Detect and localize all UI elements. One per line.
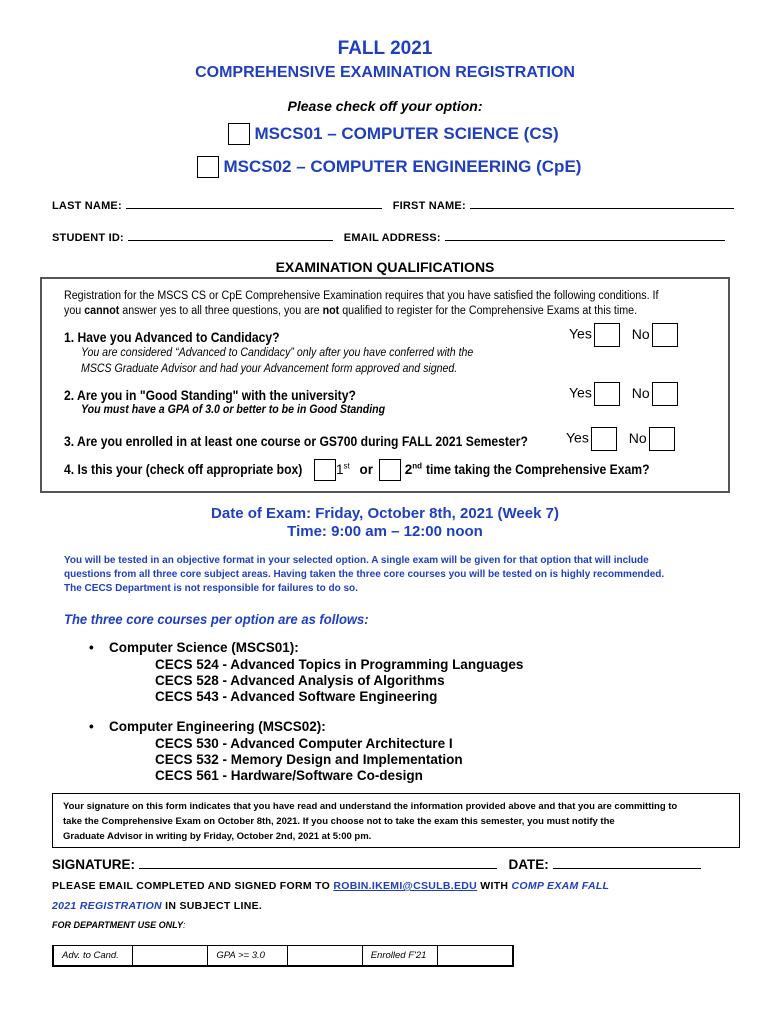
no-label: No — [628, 429, 647, 446]
exam-date: Date of Exam: Friday, October 8th, 2021 (Week 7) — [211, 505, 559, 522]
department-label-colon: : — [183, 920, 186, 930]
question-1-note-1: You are considered “Advanced to Candidacy” only after you have conferred with the — [81, 347, 474, 359]
intro-line-2 — [64, 304, 678, 319]
q1-no-checkbox[interactable] — [652, 323, 678, 347]
q2-yes-checkbox[interactable] — [594, 382, 620, 406]
department-label-text: FOR DEPARTMENT USE ONLY — [52, 920, 184, 930]
id-row — [52, 228, 725, 246]
department-use-label — [52, 920, 186, 930]
cs-bullet: • — [89, 640, 94, 655]
question-2: 2. Are you in "Good Standing" with the university? — [64, 388, 356, 403]
ce-course-1: CECS 530 - Advanced Computer Architecture I — [155, 736, 453, 751]
signature-label: SIGNATURE: — [52, 857, 135, 872]
enrolled-value-cell[interactable] — [437, 946, 513, 967]
option-ce-checkbox[interactable] — [197, 156, 219, 178]
option-instruction: Please check off your option: — [287, 98, 483, 114]
second-suffix: nd — [412, 461, 423, 471]
question-1-note-2: MSCS Graduate Advisor and had your Advancement form approved and signed. — [81, 363, 458, 375]
signature-field[interactable] — [139, 868, 497, 869]
cs-course-1: CECS 524 - Advanced Topics in Programming Languages — [155, 657, 524, 672]
yes-label: Yes — [569, 384, 592, 401]
gpa-value-cell[interactable] — [287, 946, 362, 967]
option-ce-label: MSCS02 – COMPUTER ENGINEERING (CpE) — [223, 157, 582, 176]
notice-line-1: You will be tested in an objective format in your selected option. A single exam will be given for that option that will include — [64, 555, 649, 566]
or-label: or — [359, 461, 374, 477]
option-cs[interactable] — [228, 123, 559, 145]
yes-label: Yes — [569, 325, 592, 342]
email-instruction-line-2 — [52, 900, 262, 912]
email-link[interactable]: ROBIN.IKEMI@CSULB.EDU — [333, 880, 478, 892]
cs-course-list — [155, 657, 523, 705]
intro-text: answer yes to all three questions, you are — [119, 305, 323, 317]
intro-line-1: Registration for the MSCS CS or CpE Comprehensive Examination requires that you have satisfied the following conditions. If — [64, 290, 659, 302]
last-name-field[interactable] — [126, 208, 382, 209]
first-suffix: st — [343, 461, 350, 471]
question-2-note: You must have a GPA of 3.0 or better to be in Good Standing — [81, 404, 386, 416]
email-instruction-text: IN SUBJECT LINE. — [161, 900, 263, 912]
first-number: 1 — [336, 461, 344, 477]
q3-no-checkbox[interactable] — [649, 427, 675, 451]
first-name-field[interactable] — [470, 208, 734, 209]
enrolled-cell: Enrolled F'21 — [362, 946, 437, 967]
gpa-cell: GPA >= 3.0 — [208, 946, 287, 967]
q1-yes-checkbox[interactable] — [594, 323, 620, 347]
first-time-label — [336, 462, 350, 477]
student-id-field[interactable] — [128, 240, 333, 241]
department-row — [53, 946, 513, 967]
email-instruction-text: PLEASE EMAIL COMPLETED AND SIGNED FORM TO — [52, 880, 334, 892]
student-id-label: STUDENT ID: — [52, 232, 124, 244]
ce-bullet: • — [89, 719, 94, 734]
last-name-label: LAST NAME: — [52, 200, 122, 212]
date-label: DATE: — [508, 857, 549, 872]
date-field[interactable] — [553, 868, 701, 869]
exam-notice — [64, 554, 664, 596]
question-3-answers — [566, 427, 675, 451]
yes-label: Yes — [566, 429, 589, 446]
q2-no-checkbox[interactable] — [652, 382, 678, 406]
name-row — [52, 196, 734, 214]
notice-line-3: The CECS Department is not responsible for failures to do so. — [64, 583, 358, 594]
department-table — [52, 945, 514, 967]
question-4-text: 4. Is this your (check off appropriate box) — [64, 461, 303, 477]
adv-cand-value-cell[interactable] — [133, 946, 208, 967]
ce-course-2: CECS 532 - Memory Design and Implementation — [155, 752, 463, 767]
email-label: EMAIL ADDRESS: — [343, 232, 441, 244]
adv-cand-cell: Adv. to Cand. — [53, 946, 133, 967]
commitment-box — [52, 793, 740, 848]
email-subject-part-1: COMP EXAM FALL — [511, 880, 610, 892]
form-title: FALL 2021 — [337, 38, 433, 59]
question-2-answers — [569, 382, 678, 406]
second-number: 2 — [404, 461, 413, 477]
no-label: No — [631, 325, 650, 342]
second-time-checkbox[interactable] — [379, 459, 401, 481]
intro-bold-not: not — [322, 305, 340, 317]
qualifications-intro — [64, 289, 724, 319]
email-instruction — [52, 880, 609, 892]
form-subtitle: COMPREHENSIVE EXAMINATION REGISTRATION — [195, 64, 575, 81]
email-field[interactable] — [445, 240, 725, 241]
option-cs-label: MSCS01 – COMPUTER SCIENCE (CS) — [254, 124, 559, 143]
question-4 — [64, 459, 674, 481]
qualifications-heading: EXAMINATION QUALIFICATIONS — [275, 259, 495, 275]
intro-text: you — [64, 305, 85, 317]
second-time-label — [405, 462, 422, 477]
option-cs-checkbox[interactable] — [228, 123, 250, 145]
option-ce[interactable] — [197, 156, 581, 178]
cs-title: Computer Science (MSCS01): — [109, 640, 299, 655]
exam-time: Time: 9:00 am – 12:00 noon — [287, 523, 483, 540]
intro-bold-cannot: cannot — [84, 305, 120, 317]
notice-line-2: questions from all three core subject areas. Having taken the three core courses you will be tested on is highly recommended. — [64, 569, 665, 580]
signature-row — [52, 857, 701, 872]
question-4-end: time taking the Comprehensive Exam? — [425, 461, 650, 477]
ce-course-3: CECS 561 - Hardware/Software Co-design — [155, 768, 423, 783]
ce-course-list — [155, 736, 463, 784]
ce-title: Computer Engineering (MSCS02): — [109, 719, 326, 734]
question-1-answers — [569, 323, 678, 347]
cs-course-3: CECS 543 - Advanced Software Engineering — [155, 689, 438, 704]
no-label: No — [631, 384, 650, 401]
question-1: 1. Have you Advanced to Candidacy? — [64, 330, 280, 345]
commitment-line-3: Graduate Advisor in writing by Friday, October 2nd, 2021 at 5:00 pm. — [63, 831, 372, 842]
cs-course-2: CECS 528 - Advanced Analysis of Algorithms — [155, 673, 445, 688]
q3-yes-checkbox[interactable] — [591, 427, 617, 451]
intro-text: qualified to register for the Comprehensive Exams at this time. — [339, 305, 638, 317]
first-time-checkbox[interactable] — [314, 459, 336, 481]
email-subject-part-2: 2021 REGISTRATION — [52, 900, 162, 912]
courses-heading: The three core courses per option are as follows: — [64, 611, 369, 627]
email-instruction-text: WITH — [477, 880, 512, 892]
commitment-line-1: Your signature on this form indicates that you have read and understand the information provided above and that you are committing to — [63, 801, 678, 812]
question-3: 3. Are you enrolled in at least one course or GS700 during FALL 2021 Semester? — [64, 434, 528, 449]
commitment-line-2: take the Comprehensive Exam on October 8th, 2021. If you choose not to take the exam this semester, you must notify the — [63, 816, 615, 827]
first-name-label: FIRST NAME: — [392, 200, 466, 212]
